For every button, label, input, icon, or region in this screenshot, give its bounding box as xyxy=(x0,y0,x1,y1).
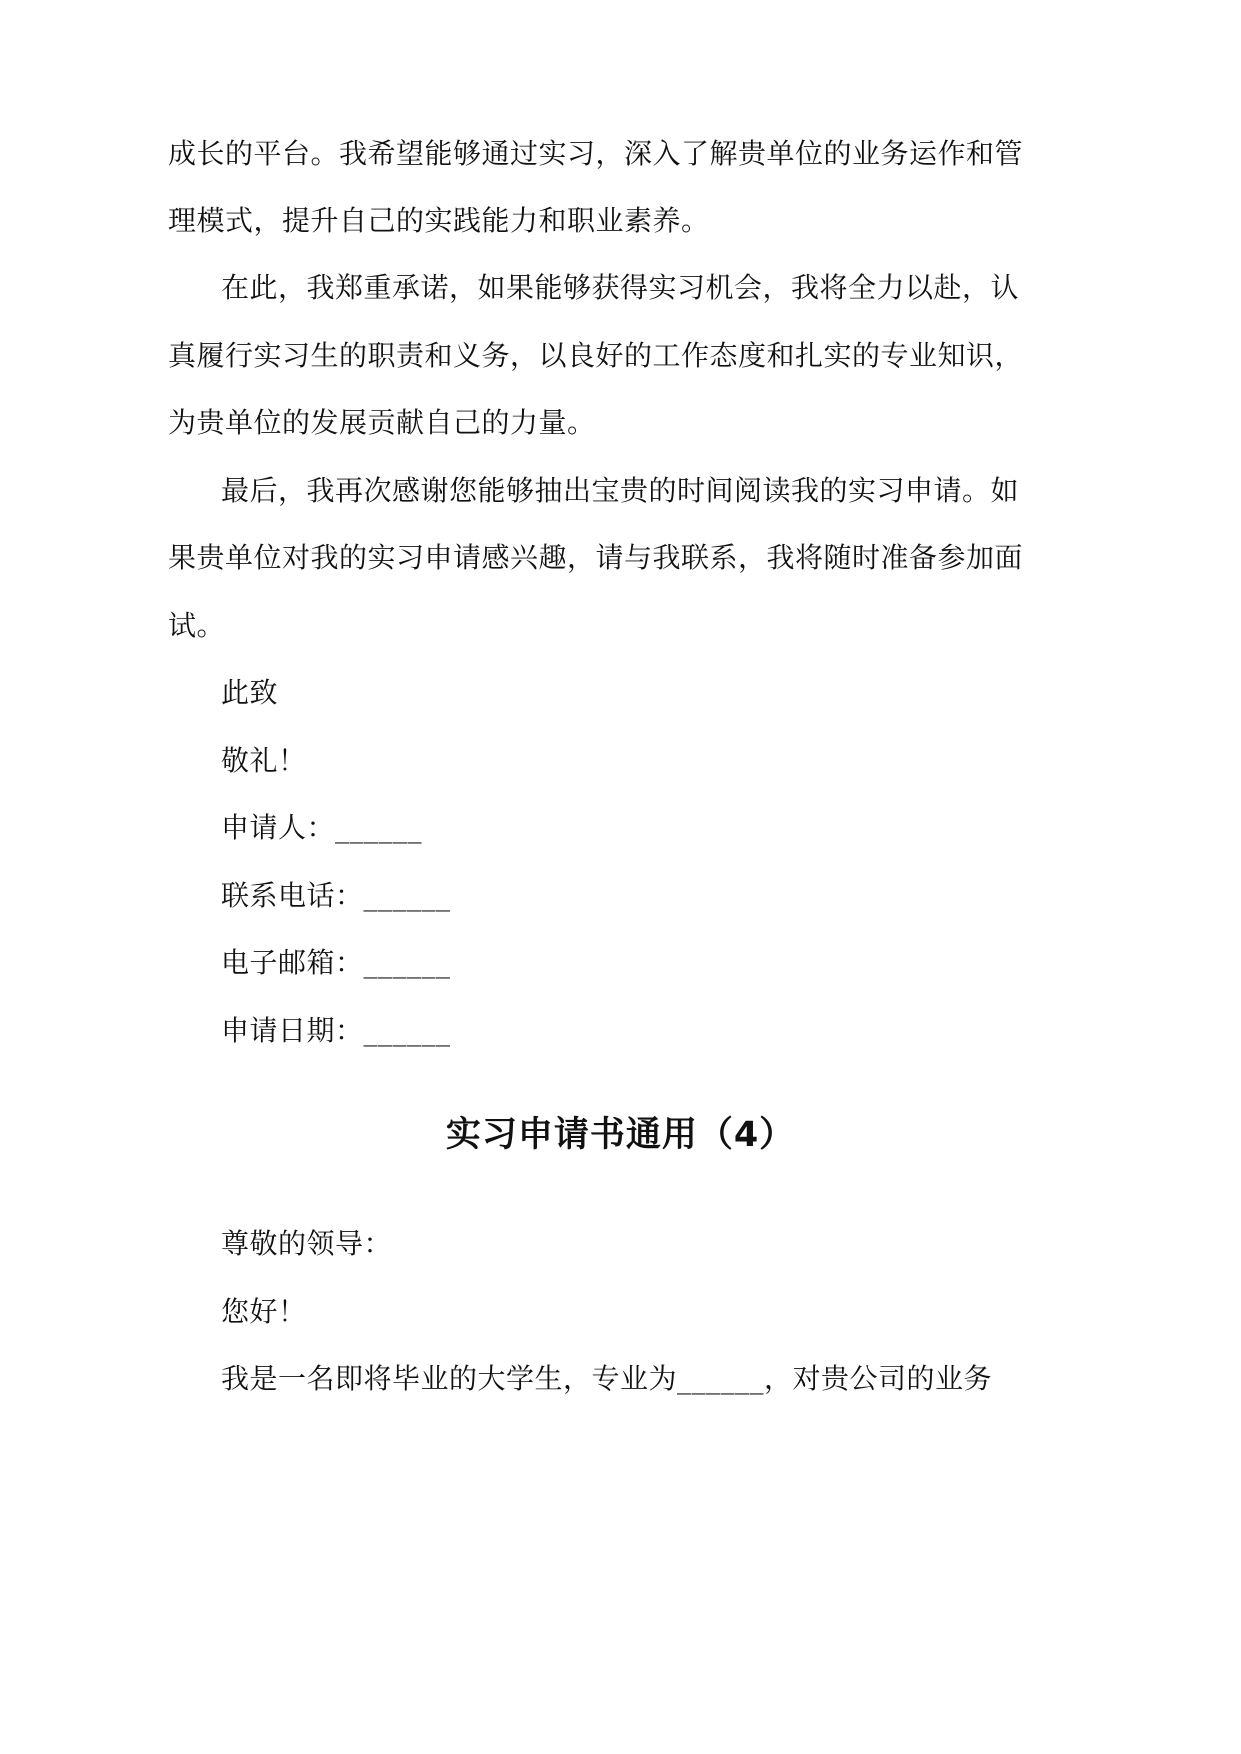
letter-hello: 您好！ xyxy=(221,1295,307,1328)
paragraph-3-line-3: 试。 xyxy=(168,609,226,642)
email-field: 电子邮箱：______ xyxy=(221,946,451,979)
applicant-field: 申请人：______ xyxy=(221,811,423,844)
paragraph-1-line-1: 成长的平台。我希望能够通过实习，深入了解贵单位的业务运作和管 xyxy=(168,137,1024,170)
paragraph-3-line-1: 最后，我再次感谢您能够抽出宝贵的时间阅读我的实习申请。如 xyxy=(221,474,1020,507)
date-field: 申请日期：______ xyxy=(221,1014,451,1047)
paragraph-3-line-2: 果贵单位对我的实习申请感兴趣，请与我联系，我将随时准备参加面 xyxy=(168,541,1024,574)
section-title: 实习申请书通用（4） xyxy=(445,1115,796,1155)
paragraph-2-line-3: 为贵单位的发展贡献自己的力量。 xyxy=(168,406,596,439)
paragraph-1-line-2: 理模式，提升自己的实践能力和职业素养。 xyxy=(168,204,710,237)
closing-regards: 敬礼！ xyxy=(221,744,307,777)
phone-field: 联系电话：______ xyxy=(221,879,451,912)
closing-salutation: 此致 xyxy=(221,676,279,709)
paragraph-2-line-1: 在此，我郑重承诺，如果能够获得实习机会，我将全力以赴，认 xyxy=(221,271,1020,304)
letter-intro-line: 我是一名即将毕业的大学生，专业为______，对贵公司的业务 xyxy=(221,1362,993,1395)
letter-greeting: 尊敬的领导： xyxy=(221,1227,393,1260)
paragraph-2-line-2: 真履行实习生的职责和义务，以良好的工作态度和扎实的专业知识， xyxy=(168,339,1024,372)
